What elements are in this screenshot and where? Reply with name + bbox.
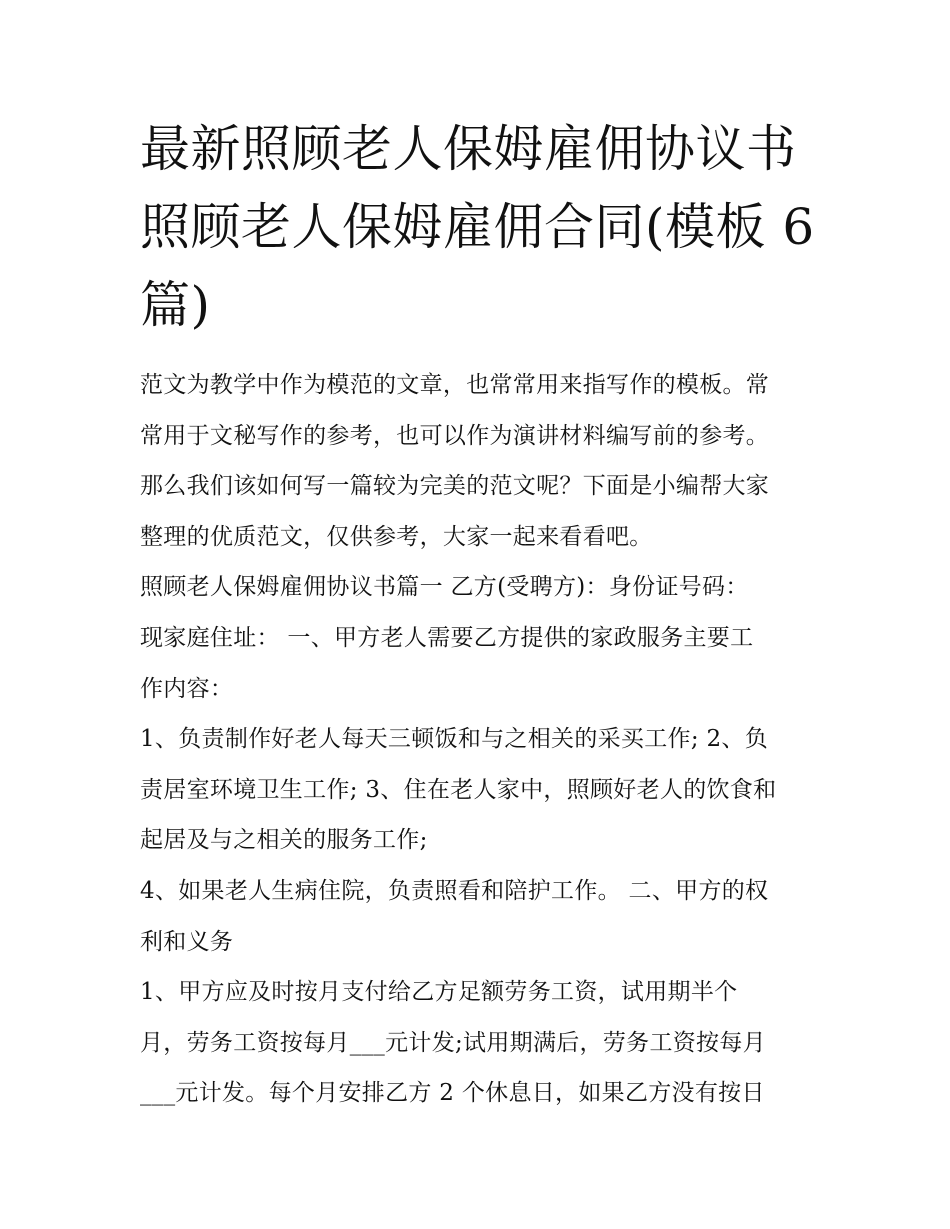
body-line-15: ___元计发。每个月安排乙方 2 个休息日，如果乙方没有按日 bbox=[140, 1080, 765, 1107]
body-line-1: 范文为教学中作为模范的文章，也常常用来指写作的模板。常 bbox=[140, 372, 770, 398]
document-title bbox=[140, 110, 820, 344]
body-line-11: 4、如果老人生病住院，负责照看和陪护工作。 二、甲方的权 bbox=[140, 877, 769, 904]
body-line-5: 照顾老人保姆雇佣协议书篇一 乙方(受聘方)：身份证号码： bbox=[140, 574, 749, 601]
document-body bbox=[140, 360, 820, 1119]
title-line-1: 最新照顾老人保姆雇佣协议书 bbox=[140, 120, 797, 178]
body-line-13: 1、甲方应及时按月支付给乙方足额劳务工资，试用期半个 bbox=[140, 979, 738, 1006]
document-page bbox=[140, 110, 820, 1119]
body-line-9: 责居室环境卫生工作; 3、住在老人家中，照顾好老人的饮食和 bbox=[140, 776, 777, 803]
body-line-12: 利和义务 bbox=[140, 928, 234, 955]
body-line-7: 作内容： bbox=[140, 675, 234, 702]
body-line-6: 现家庭住址： 一、甲方老人需要乙方提供的家政服务主要工 bbox=[140, 624, 754, 651]
body-line-8: 1、负责制作好老人每天三顿饭和与之相关的采买工作; 2、负 bbox=[140, 726, 769, 753]
title-line-3: 篇) bbox=[140, 276, 211, 334]
title-line-2: 照顾老人保姆雇佣合同(模板 6 bbox=[140, 198, 815, 256]
body-line-3: 那么我们该如何写一篇较为完美的范文呢？下面是小编帮大家 bbox=[140, 473, 770, 500]
body-line-14: 月，劳务工资按每月___元计发;试用期满后，劳务工资按每月 bbox=[140, 1029, 766, 1056]
body-line-4: 整理的优质范文，仅供参考，大家一起来看看吧。 bbox=[140, 523, 653, 550]
body-line-2: 常用于文秘写作的参考，也可以作为演讲材料编写前的参考。 bbox=[140, 422, 770, 449]
body-line-10: 起居及与之相关的服务工作; bbox=[140, 827, 428, 854]
